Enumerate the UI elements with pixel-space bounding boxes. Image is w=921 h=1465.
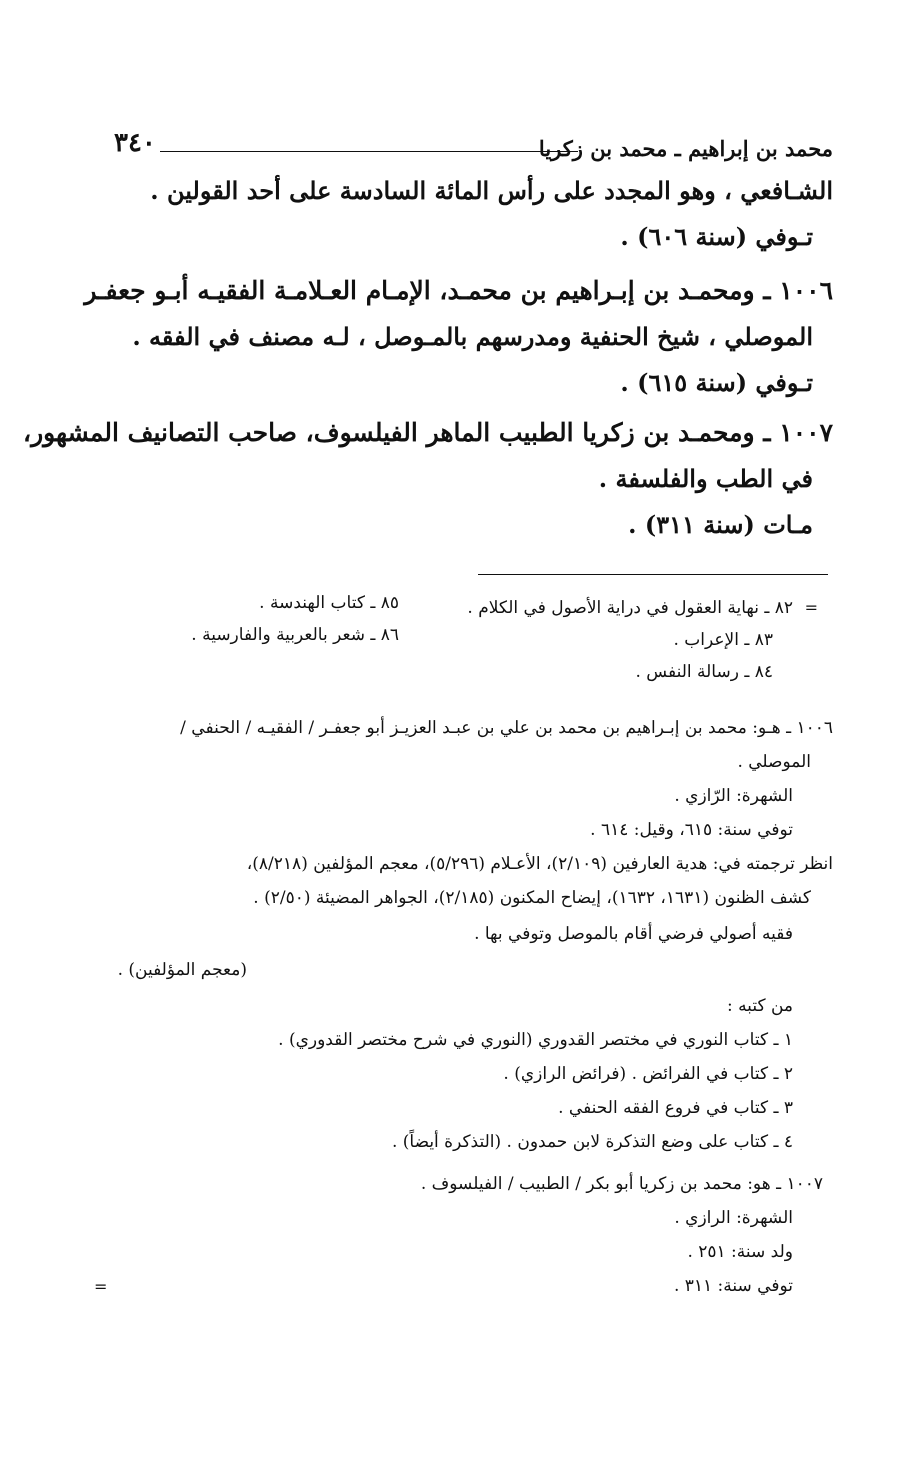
- note-1006-heading: ١٠٠٦ ـ هـو: محمد بن إبـراهيم بن محمد بن علي بن عبـد العزيـز أبو جعفـر / الفقيـه / الحنفي /: [180, 718, 833, 738]
- end-continuation-mark: =: [94, 1277, 108, 1296]
- main-text-line: تـوفي (سنة ٦٠٦) .: [620, 222, 813, 251]
- books-heading: من كتبه :: [726, 996, 793, 1016]
- main-text-line: تـوفي (سنة ٦١٥) .: [620, 368, 813, 397]
- continuation-mark: =: [804, 598, 818, 617]
- note-line: انظر ترجمته في: هدية العارفين (٢/١٠٩)، الأعـلام (٥/٢٩٦)، معجم المؤلفين (٨/٢١٨)،: [246, 854, 833, 874]
- note-line: فقيه أصولي فرضي أقام بالموصل وتوفي بها .: [474, 924, 793, 944]
- list-item: ٨٦ ـ شعر بالعربية والفارسية .: [191, 625, 399, 645]
- book-item: ٢ ـ كتاب في الفرائض . (فرائض الرازي) .: [503, 1064, 793, 1084]
- note-line: الشهرة: الرازي .: [674, 1208, 793, 1228]
- list-item: ٨٥ ـ كتاب الهندسة .: [259, 593, 399, 613]
- entry-1007-heading: ١٠٠٧ ـ ومحمـد بن زكريا الطبيب الماهر الفيلسوف، صاحب التصانيف المشهور،: [23, 418, 833, 447]
- note-line: توفي سنة: ٦١٥، وقيل: ٦١٤ .: [590, 820, 793, 840]
- list-item: ٨٤ ـ رسالة النفس .: [635, 662, 773, 682]
- list-item: ٨٢ ـ نهاية العقول في دراية الأصول في الكلام .: [467, 598, 793, 618]
- book-item: ١ ـ كتاب النوري في مختصر القدوري (النوري في شرح مختصر القدوري) .: [278, 1030, 793, 1050]
- note-line: ولد سنة: ٢٥١ .: [687, 1242, 793, 1262]
- note-line: الموصلي .: [737, 752, 811, 772]
- main-text-line: مـات (سنة ٣١١) .: [628, 510, 813, 539]
- note-line: الشهرة: الرّازي .: [674, 786, 793, 806]
- note-line: كشف الظنون (١٦٣١، ١٦٣٢)، إيضاح المكنون (٢/١٨٥)، الجواهر المضيئة (٢/٥٠) .: [253, 888, 811, 908]
- header-rule: [160, 151, 578, 152]
- running-header-title: محمد بن إبراهيم ـ محمد بن زكريا: [538, 136, 833, 161]
- main-text-line: الشـافعي ، وهو المجدد على رأس المائة السادسة على أحد القولين .: [150, 176, 833, 205]
- list-item: ٨٣ ـ الإعراب .: [673, 630, 773, 650]
- book-item: ٣ ـ كتاب في فروع الفقه الحنفي .: [558, 1098, 793, 1118]
- footnote-separator: [478, 574, 828, 575]
- book-item: ٤ ـ كتاب على وضع التذكرة لابن حمدون . (التذكرة أيضاً) .: [391, 1132, 793, 1152]
- note-line: توفي سنة: ٣١١ .: [673, 1276, 793, 1296]
- note-source: (معجم المؤلفين) .: [117, 960, 247, 980]
- entry-1006-heading: ١٠٠٦ ـ ومحمـد بن إبـراهيم بن محمـد، الإمـام العـلامـة الفقيـه أبـو جعفـر: [84, 276, 833, 305]
- note-1007-heading: ١٠٠٧ ـ هو: محمد بن زكريا أبو بكر / الطبيب / الفيلسوف .: [420, 1174, 823, 1194]
- page-number: ٣٤٠: [114, 128, 156, 158]
- main-text-line: في الطب والفلسفة .: [598, 464, 813, 493]
- main-text-line: الموصلي ، شيخ الحنفية ومدرسهم بالمـوصل ، لـه مصنف في الفقه .: [132, 322, 813, 351]
